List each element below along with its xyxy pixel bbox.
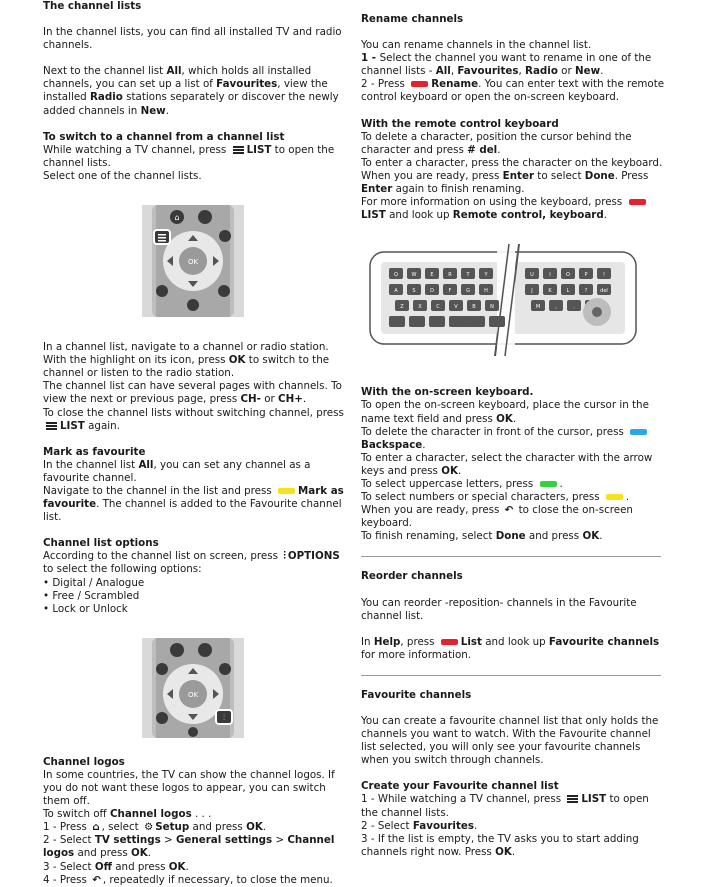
right-column xyxy=(361,0,666,859)
paragraph: While watching a TV channel, press LIST to open the channel lists. xyxy=(43,143,335,169)
section-title: The channel lists xyxy=(43,0,142,12)
remote-image xyxy=(142,205,244,317)
subheading: With the remote control keyboard xyxy=(361,117,559,130)
keyboard-key-label: Q xyxy=(394,272,398,279)
keyboard-key xyxy=(489,316,505,327)
paragraph: To select uppercase letters, press . xyxy=(361,477,563,490)
list-item: • Lock or Unlock xyxy=(43,602,128,615)
keyboard-key-label: X xyxy=(418,304,422,311)
blue-key-icon xyxy=(630,429,647,435)
step: 2 - Select Favourites. xyxy=(361,819,478,832)
paragraph: To enter a character, select the character with the arrow keys and press OK. xyxy=(361,451,653,477)
remote-image xyxy=(142,638,244,738)
keyboard-key-label: U xyxy=(530,272,534,279)
list-item: • Digital / Analogue xyxy=(43,576,145,589)
step: 3 - Select Off and press OK. xyxy=(43,860,189,873)
paragraph: The channel list can have several pages with channels. To view the next or previous page, press CH- or CH+. xyxy=(43,380,342,406)
list-icon xyxy=(567,795,578,803)
keyboard-key xyxy=(429,316,445,327)
section-title: Rename channels xyxy=(361,13,464,25)
home-icon: ⌂ xyxy=(92,821,100,834)
svg-text:⫶: ⫶ xyxy=(223,712,225,722)
list-icon xyxy=(46,422,57,430)
remote-control-illustration xyxy=(142,638,244,738)
paragraph: In Help, press List and look up Favourite channels for more information. xyxy=(361,635,660,661)
section-title: Favourite channels xyxy=(361,688,472,701)
left-column xyxy=(43,0,345,887)
options-icon: ⫶ xyxy=(283,550,286,563)
list-icon xyxy=(233,146,244,154)
step: 2 - Select TV settings > General settings > Channel logos and press OK. xyxy=(43,834,335,860)
keyboard-key-label: M xyxy=(535,304,541,311)
svg-text:OK: OK xyxy=(187,690,199,699)
paragraph: You can reorder -reposition- channels in the Favourite channel list. xyxy=(361,596,637,622)
paragraph: In the channel list All, you can set any channel as a favourite channel. xyxy=(43,458,311,484)
remote-keyboard-illustration xyxy=(369,244,637,356)
green-key-icon xyxy=(540,481,557,487)
subheading: Mark as favourite xyxy=(43,445,146,458)
paragraph: To close the channel lists without switching channel, press LIST again. xyxy=(43,406,344,432)
keyboard-key xyxy=(409,316,425,327)
keyboard-key-label: S xyxy=(412,288,416,295)
paragraph: To open the on-screen keyboard, place the cursor in the name text field and press OK. xyxy=(361,399,649,425)
options-list xyxy=(43,577,345,616)
red-key-icon xyxy=(441,639,458,645)
back-icon: ↶ xyxy=(92,873,101,886)
keyboard-key xyxy=(389,316,405,327)
paragraph: You can create a favourite channel list that only holds the channels you want to watch. With the Favourite channel list selected, you will only see your favourite channels when you switch through channels. xyxy=(361,715,659,767)
keyboard-key-label: J xyxy=(531,288,533,295)
smart-tv-button xyxy=(198,210,212,224)
svg-text:OK: OK xyxy=(187,258,199,267)
paragraph: Select one of the channel lists. xyxy=(43,169,202,182)
keyboard-key-label: P xyxy=(584,272,588,279)
step: 1 - Press ⌂ , select ⚙ Setup and press OK. xyxy=(43,821,267,834)
keyboard-key-label: ! xyxy=(602,272,606,279)
red-key-icon xyxy=(411,81,428,87)
keyboard-key-label: , xyxy=(555,304,557,311)
yellow-key-icon xyxy=(606,494,623,500)
keyboard-key-label: B xyxy=(472,304,476,311)
gear-icon: ⚙ xyxy=(143,821,154,834)
paragraph: For more information on using the keyboard, press LIST and look up Remote control, keyboard. xyxy=(361,196,666,222)
keyboard-key-label: A xyxy=(394,288,398,295)
subheading: Channel list options xyxy=(43,537,159,550)
keyboard-key-label: C xyxy=(436,304,440,311)
keyboard-key-label: R xyxy=(448,272,452,279)
paragraph: To switch off Channel logos . . . xyxy=(43,808,212,821)
keyboard-key-label: K xyxy=(548,288,552,295)
paragraph: When you are ready, press Enter to select Done. Press Enter again to finish renaming. xyxy=(361,169,649,196)
keyboard-key-label: G xyxy=(466,288,470,295)
divider xyxy=(361,556,661,557)
step: 1 - While watching a TV channel, press LIST to open the channel lists. xyxy=(361,793,649,819)
yellow-key-icon xyxy=(278,488,295,494)
keyboard-key-label: Y xyxy=(484,272,488,279)
back-icon: ↶ xyxy=(504,504,514,517)
list-item: • Free / Scrambled xyxy=(43,589,140,602)
subheading: Channel logos xyxy=(43,755,125,768)
paragraph: To enter a character, press the character on the keyboard. xyxy=(361,156,663,169)
paragraph: To delete a character, position the cursor behind the character and press # del. xyxy=(361,130,632,156)
paragraph: To delete the character in front of the cursor, press Backspace. xyxy=(361,426,666,452)
keyboard-key-label: . xyxy=(573,304,575,311)
keyboard-key-label: D xyxy=(430,288,434,295)
divider xyxy=(361,675,661,676)
keyboard-key-label: E xyxy=(430,272,434,279)
keyboard-key-label: L xyxy=(566,288,570,295)
keyboard-key-label: Z xyxy=(400,304,404,311)
keyboard-key-label: T xyxy=(466,272,470,279)
paragraph: To select numbers or special characters, press . xyxy=(361,491,630,504)
keyboard-key-label: ? xyxy=(584,288,588,295)
step: 3 - If the list is empty, the TV asks you to start adding channels right now. Press OK. xyxy=(361,832,639,858)
paragraph: Next to the channel list All, which holds all installed channels, you can set up a list of Favourites, view the installed Radio stations separately or discover the newly added channels in New. xyxy=(43,65,339,117)
keyboard-key-label: N xyxy=(490,304,494,311)
keyboard-key-label: I xyxy=(549,272,551,279)
keyboard-key-label: del xyxy=(600,288,608,295)
subheading: Create your Favourite channel list xyxy=(361,780,559,793)
keyboard-key-label: V xyxy=(454,304,458,311)
paragraph: In a channel list, navigate to a channel or radio station. With the highlight on its icon, press OK to switch to the channel or listen to the radio station. xyxy=(43,341,330,380)
keyboard-key-label: W xyxy=(411,272,417,279)
svg-text:⌂: ⌂ xyxy=(174,213,180,223)
keyboard-key-label: H xyxy=(484,288,488,295)
step: 2 - Press Rename. You can enter text with the remote control keyboard or open the on-screen keyboard. xyxy=(361,78,665,104)
section-title: Reorder channels xyxy=(361,570,463,583)
paragraph: You can rename channels in the channel list. xyxy=(361,39,592,52)
paragraph: In some countries, the TV can show the channel logos. If you do not want these logos to appear, you can switch them off. xyxy=(43,768,335,808)
step: 1 - Select the channel you want to rename in one of the channel lists - All, Favourites, Radio or New. xyxy=(361,52,652,78)
step: 4 - Press ↶ , repeatedly if necessary, to close the menu. xyxy=(43,873,333,886)
subheading: With the on-screen keyboard. xyxy=(361,386,534,399)
keyboard-key xyxy=(469,316,485,327)
red-key-icon xyxy=(629,199,646,205)
keyboard-image xyxy=(369,244,637,356)
paragraph: To finish renaming, select Done and press OK. xyxy=(361,530,603,543)
paragraph: According to the channel list on screen, press ⫶ OPTIONS to select the following options: xyxy=(43,550,340,576)
keyboard-key-label: O xyxy=(566,272,570,279)
paragraph: Navigate to the channel in the list and press Mark as favourite. The channel is added to the Favourite channel list. xyxy=(43,484,344,524)
paragraph: When you are ready, press ↶ to close the on-screen keyboard. xyxy=(361,504,633,530)
paragraph: In the channel lists, you can find all installed TV and radio channels. xyxy=(43,26,342,52)
remote-control-illustration xyxy=(142,205,244,317)
keyboard-key-label: F xyxy=(448,288,452,295)
subheading: To switch to a channel from a channel list xyxy=(43,130,285,143)
